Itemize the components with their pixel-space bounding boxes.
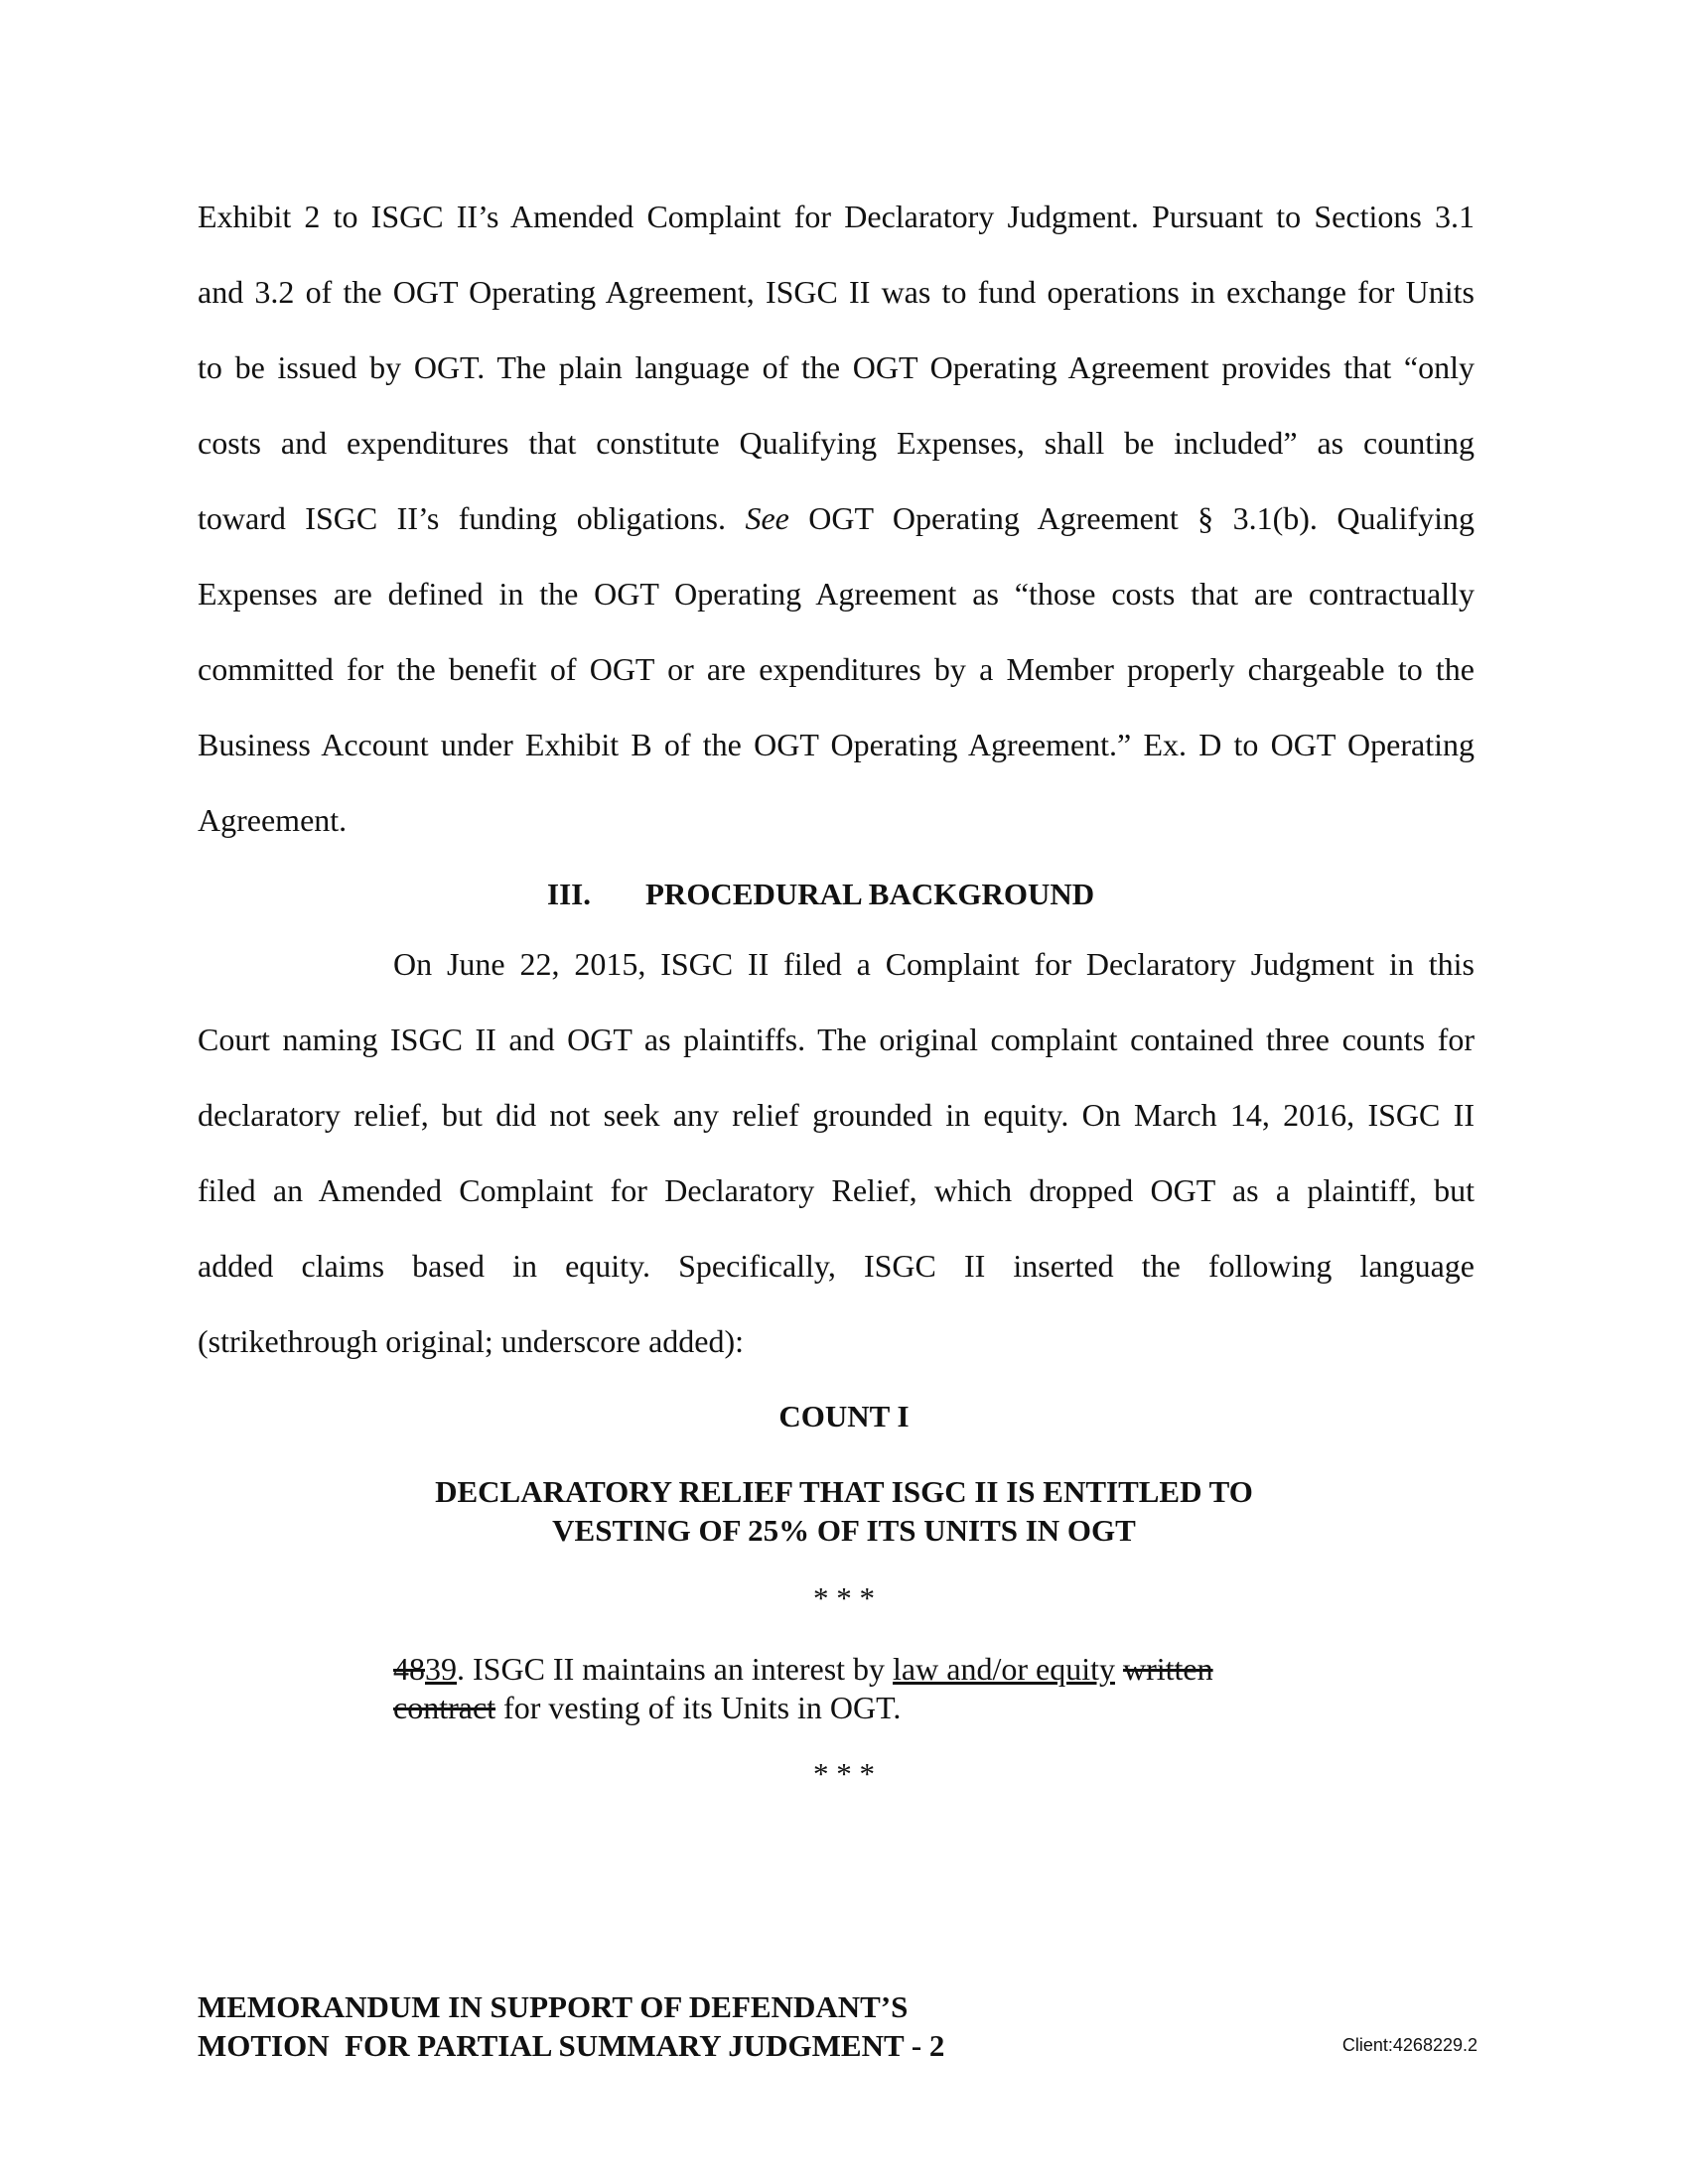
text-span: . ISGC II maintains an interest by — [457, 1651, 894, 1687]
text-line: (strikethrough original; underscore added): — [198, 1323, 745, 1359]
struck-number: 48 — [393, 1651, 425, 1687]
citation-signal: See — [745, 500, 789, 536]
quoted-allegation — [393, 1650, 1267, 1727]
text-span: toward ISGC II’s funding obligations. — [198, 500, 746, 536]
text-line: Expenses are defined in the OGT Operating Agreement as “those costs that are contractually — [198, 576, 1475, 612]
text-line: and 3.2 of the OGT Operating Agreement, ISGC II was to fund operations in exchange for Units — [198, 274, 1475, 310]
text-line: costs and expenditures that constitute Qualifying Expenses, shall be included” as counting — [198, 425, 1475, 461]
client-number: Client:4268229.2 — [1341, 2035, 1477, 2055]
added-number: 39 — [425, 1651, 457, 1687]
footer-title-line-2: MOTION FOR PARTIAL SUMMARY JUDGMENT - 2 — [198, 2028, 945, 2063]
text-span: for vesting of its Units in OGT. — [495, 1690, 902, 1725]
text-line: added claims based in equity. Specifically, ISGC II inserted the following language — [198, 1248, 1475, 1284]
text-line: On June 22, 2015, ISGC II filed a Complaint for Declaratory Judgment in this — [393, 946, 1475, 982]
text-line: Business Account under Exhibit B of the OGT Operating Agreement.” Ex. D to OGT Operating — [198, 727, 1475, 762]
text-line — [198, 480, 1475, 556]
count-subtitle-line-2: VESTING OF 25% OF ITS UNITS IN OGT — [552, 1513, 1136, 1548]
text-line: Exhibit 2 to ISGC II’s Amended Complaint for Declaratory Judgment. Pursuant to Sections 3.1 — [198, 199, 1475, 234]
count-title: COUNT I — [778, 1399, 910, 1433]
added-text: law and/or equity — [893, 1651, 1115, 1687]
ellipsis-separator: * * * — [813, 1756, 875, 1791]
ellipsis-separator: * * * — [813, 1580, 875, 1615]
text-line: declaratory relief, but did not seek any relief grounded in equity. On March 14, 2016, ISGC II — [198, 1097, 1475, 1133]
text-line: Court naming ISGC II and OGT as plaintiffs. The original complaint contained three counts for — [198, 1022, 1475, 1057]
section-number: III. — [547, 877, 591, 911]
text-line: filed an Amended Complaint for Declaratory Relief, which dropped OGT as a plaintiff, but — [198, 1172, 1475, 1208]
text-line: to be issued by OGT. The plain language of the OGT Operating Agreement provides that “only — [198, 349, 1475, 385]
struck-text: written contract — [393, 1651, 1213, 1725]
text-line: committed for the benefit of OGT or are expenditures by a Member properly chargeable to the — [198, 651, 1475, 687]
footer-title-line-1: MEMORANDUM IN SUPPORT OF DEFENDANT’S — [198, 1989, 909, 2024]
text-span: OGT Operating Agreement § 3.1(b). Qualifying — [788, 500, 1476, 536]
section-title: PROCEDURAL BACKGROUND — [645, 877, 1095, 911]
text-line: Agreement. — [198, 802, 348, 838]
count-subtitle-line-1: DECLARATORY RELIEF THAT ISGC II IS ENTITLED TO — [435, 1474, 1253, 1509]
